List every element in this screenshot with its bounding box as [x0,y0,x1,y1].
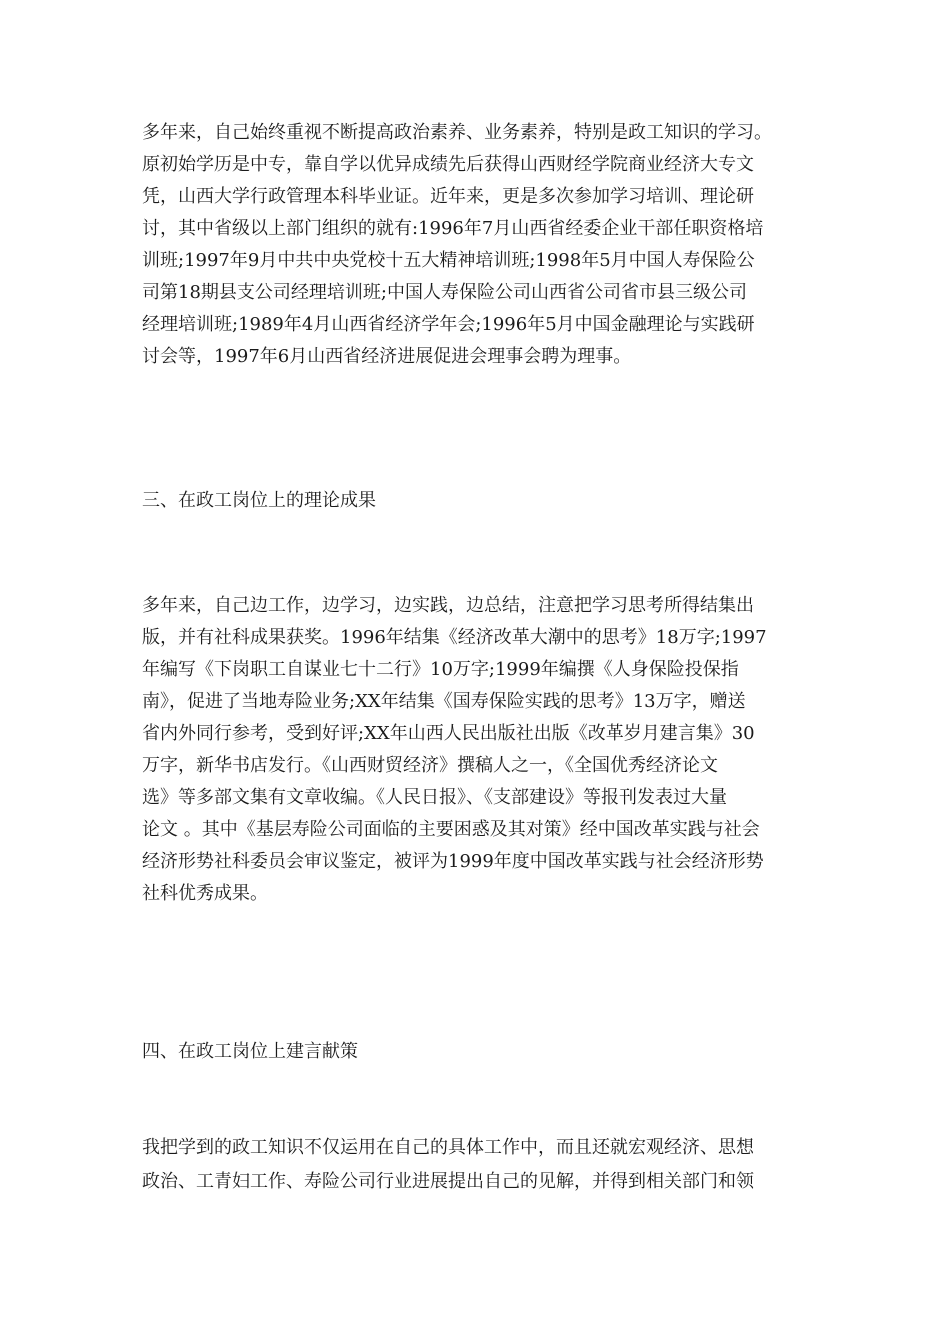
text-line: 万字，新华书店发行。《山西财贸经济》撰稿人之一，《全国优秀经济论文 [142,755,718,776]
text-line: 讨，其中省级以上部门组织的就有:1996年7月山西省经委企业干部任职资格培 [142,218,764,239]
text-line: 年编写《下岗职工自谋业七十二行》10万字;1999年编撰《人身保险投保指 [142,659,739,680]
text-line: 多年来，自己始终重视不断提高政治素养、业务素养，特别是政工知识的学习。 [142,122,772,143]
heading-text: 三、在政工岗位上的理论成果 [142,490,376,511]
text-line: 凭，山西大学行政管理本科毕业证。近年来，更是多次参加学习培训、理论研 [142,186,754,207]
text-line: 司第18期县支公司经理培训班;中国人寿保险公司山西省公司省市县三级公司 [142,282,747,303]
text-line: 选》等多部文集有文章收编。《人民日报》、《支部建设》等报刊发表过大量 [142,787,727,808]
text-line: 经理培训班;1989年4月山西省经济学年会;1996年5月中国金融理论与实践研 [142,314,755,335]
text-line: 我把学到的政工知识不仅运用在自己的具体工作中，而且还就宏观经济、思想 [142,1137,754,1158]
text-line: 版，并有社科成果获奖。1996年结集《经济改革大潮中的思考》18万字;1997 [142,627,767,648]
paragraph-political-study [142,117,814,373]
text-line: 省内外同行参考，受到好评;XX年山西人民出版社出版《改革岁月建言集》30 [142,723,755,744]
text-line: 多年来，自己边工作，边学习，边实践，边总结，注意把学习思考所得结集出 [142,595,754,616]
section-heading-advice [142,1036,814,1068]
text-line: 经济形势社科委员会审议鉴定，被评为1999年度中国改革实践与社会经济形势 [142,851,764,872]
text-line: 训班;1997年9月中共中央党校十五大精神培训班;1998年5月中国人寿保险公 [142,250,755,271]
heading-text: 四、在政工岗位上建言献策 [142,1041,358,1062]
paragraph-theory-results [142,590,814,910]
text-line: 原初始学历是中专，靠自学以优异成绩先后获得山西财经学院商业经济大专文 [142,154,754,175]
text-line: 社科优秀成果。 [142,883,268,904]
paragraph-advice [142,1131,814,1199]
text-line: 论文 。其中《基层寿险公司面临的主要困惑及其对策》经中国改革实践与社会 [142,819,760,840]
text-line: 南》，促进了当地寿险业务;XX年结集《国寿保险实践的思考》13万字，赠送 [142,691,746,712]
text-line: 讨会等，1997年6月山西省经济进展促进会理事会聘为理事。 [142,346,632,367]
section-heading-theory-results [142,485,814,517]
text-line: 政治、工青妇工作、寿险公司行业进展提出自己的见解，并得到相关部门和领 [142,1171,754,1192]
